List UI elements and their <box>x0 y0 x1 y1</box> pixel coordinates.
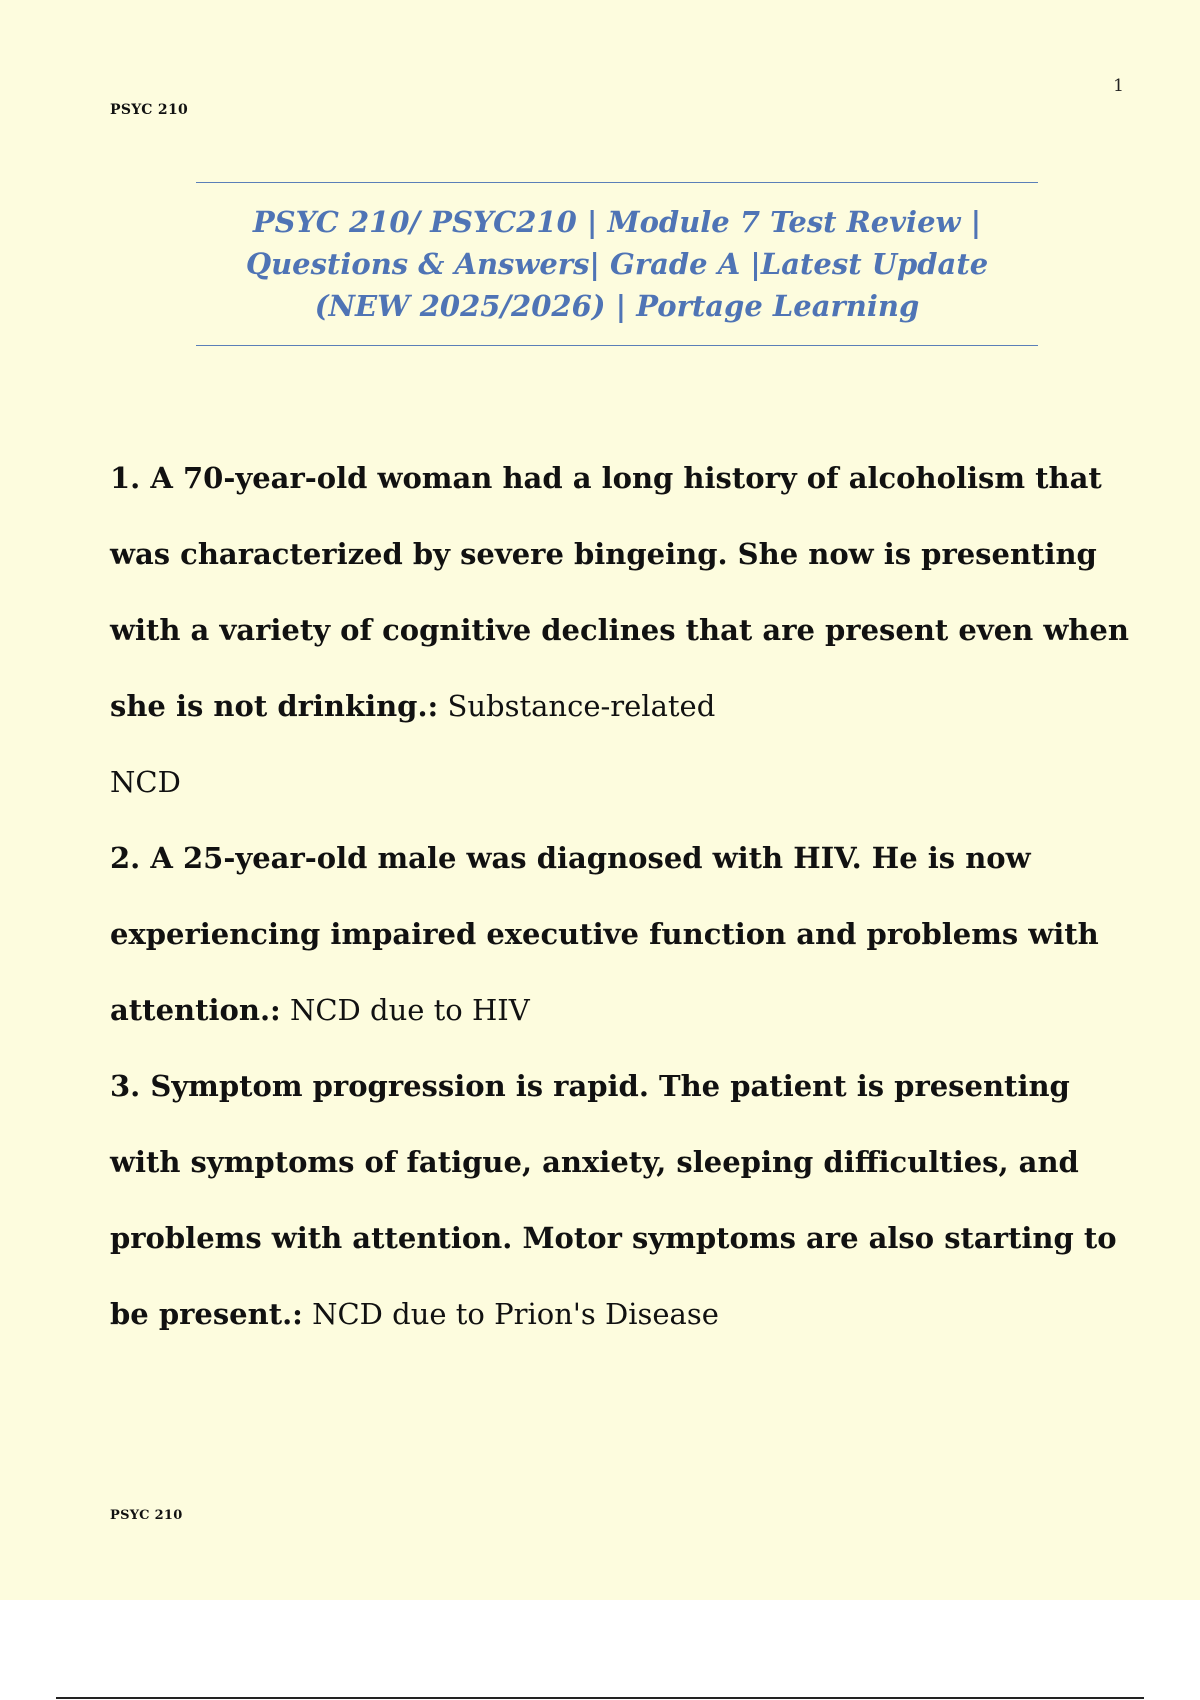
question-item-3 <box>110 1048 1130 1352</box>
answer-text: NCD due to Prion's Disease <box>312 1297 719 1331</box>
page-number: 1 <box>1113 76 1124 96</box>
question-item-2 <box>110 820 1130 1048</box>
question-text: 1. A 70-year-old woman had a long history of alcoholism that was characterized by severe bingeing. She now is presenting with a variety of cognitive declines that are present even when she is not drinking.: <box>110 461 1129 723</box>
page-gap <box>0 1600 1200 1700</box>
answer-text: Substance-related <box>447 689 716 723</box>
title-block <box>196 182 1038 346</box>
question-list <box>110 440 1130 1352</box>
document-title: PSYC 210/ PSYC210 | Module 7 Test Review | Questions & Answers| Grade A |Latest Update (NEW 2025/2026) | Portage Learning <box>245 205 989 323</box>
question-item-1 <box>110 440 1130 820</box>
answer-text: NCD due to HIV <box>289 993 530 1027</box>
answer-text-continued: NCD <box>110 765 181 799</box>
question-text: 2. A 25-year-old male was diagnosed with HIV. He is now experiencing impaired executive function and problems with attention.: <box>110 841 1099 1027</box>
next-page-divider <box>56 1697 1144 1699</box>
running-footer: PSYC 210 <box>110 1508 183 1523</box>
question-text: 3. Symptom progression is rapid. The patient is presenting with symptoms of fatigue, anxiety, sleeping difficulties, and problems with attention. Motor symptoms are also starting to be present.: <box>110 1069 1117 1331</box>
running-header: PSYC 210 <box>110 102 189 118</box>
